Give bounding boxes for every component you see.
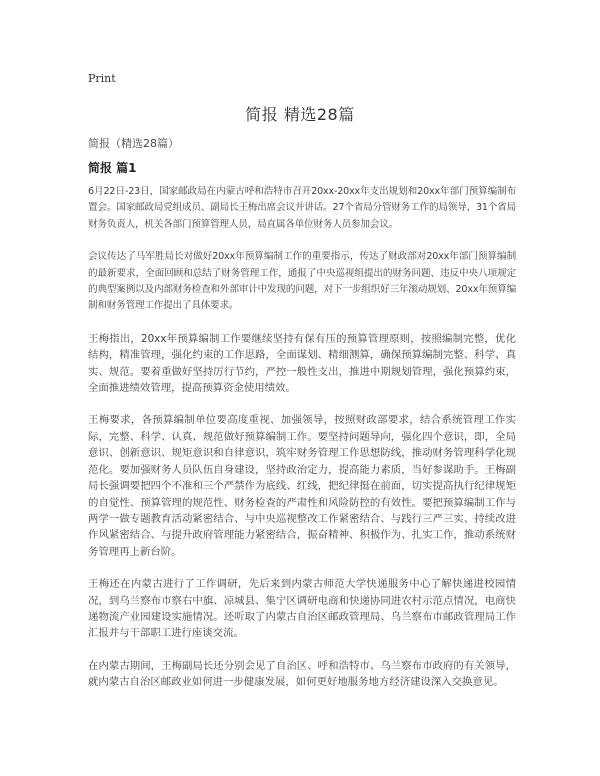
paragraph-6: 在内蒙古期间，王梅副局长还分别会见了自治区、呼和浩特市、乌兰察布市政府的有关领导，就内蒙古自治区邮政业如何进一步健康发展，如何更好地服务地方经济建设深入交换意见。 xyxy=(88,659,516,689)
document-title: 简报 精选28篇 xyxy=(245,105,355,124)
document-subtitle: 简报（精选28篇） xyxy=(88,137,179,150)
paragraph-2: 会议传达了马军胜局长对做好20xx年预算编制工作的重要指示，传达了财政部对20xx年部门预算编制的最新要求，全面回顾和总结了财务管理工作，通报了中央巡视组提出的财务问题、违反中央八项规定的典型案例以及内部财务检查和外部审计中发现的问题，对下一步组织好三年滚动规划、20xx年预算编制和财务管理工作提出了具体要求。 xyxy=(88,251,516,312)
paragraph-1: 6月22日-23日，国家邮政局在内蒙古呼和浩特市召开20xx-20xx年支出规划和20xx年部门预算编制布置会。国家邮政局党组成员、副局长王梅出席会议并讲话。27个省局分管财务工作的局领导，31个省局财务负责人，机关各部门预算管理人员，局直属各单位财务人员参加会议。 xyxy=(88,186,516,230)
section-heading: 简报 篇1 xyxy=(88,161,137,175)
print-link[interactable]: Print xyxy=(88,72,116,85)
paragraph-3: 王梅指出，20xx年预算编制工作要继续坚持有保有压的预算管理原则，按照编制完整，优化结构，精准管理，强化约束的工作思路，全面谋划、精细测算，确保预算编制完整、科学、真实、规范。要着重做好坚持厉行节约，严控一般性支出，推进中期规划管理，强化预算约束，全面推进绩效管理，提高预算资金使用绩效。 xyxy=(88,332,516,395)
paragraph-4: 王梅要求，各预算编制单位要高度重视、加强领导，按照财政部要求，结合系统管理工作实际，完整、科学、认真、规范做好预算编制工作。要坚持问题导向，强化四个意识，即，全局意识、创新意识、规矩意识和自律意识，筑牢财务管理工作思想防线，推动财务管理科学化规范化。要加强财务人员队伍自身建设，坚持政治定力，提高能力素质，当好参谋助手。王梅副局长强调要把四个不准和三个严禁作为底线、红线，把纪律挺在前面，切实提高执行纪律规矩的自觉性、预算管理的规范性、财务检查的严肃性和风险防控的有效性。要把预算编制工作与两学一做专题教育活动紧密结合、与中央巡视整改工作紧密结合、与践行三严三实、持续改进作风紧密结合、与提升政府管理能力紧密结合，振奋精神、积极作为、扎实工作，推动系统财务管理再上新台阶。 xyxy=(88,414,516,558)
paragraph-5: 王梅还在内蒙古进行了工作调研，先后来到内蒙古师范大学快递服务中心了解快递进校园情况，到乌兰察布市察右中旗、凉城县、集宁区调研电商和快递协同进农村示范点情况，电商快递物流产业园建设实施情况。还听取了内蒙古自治区邮政管理局、乌兰察布市邮政管理局工作汇报并与干部职工进行座谈交流。 xyxy=(88,578,516,640)
article-body xyxy=(88,184,516,707)
